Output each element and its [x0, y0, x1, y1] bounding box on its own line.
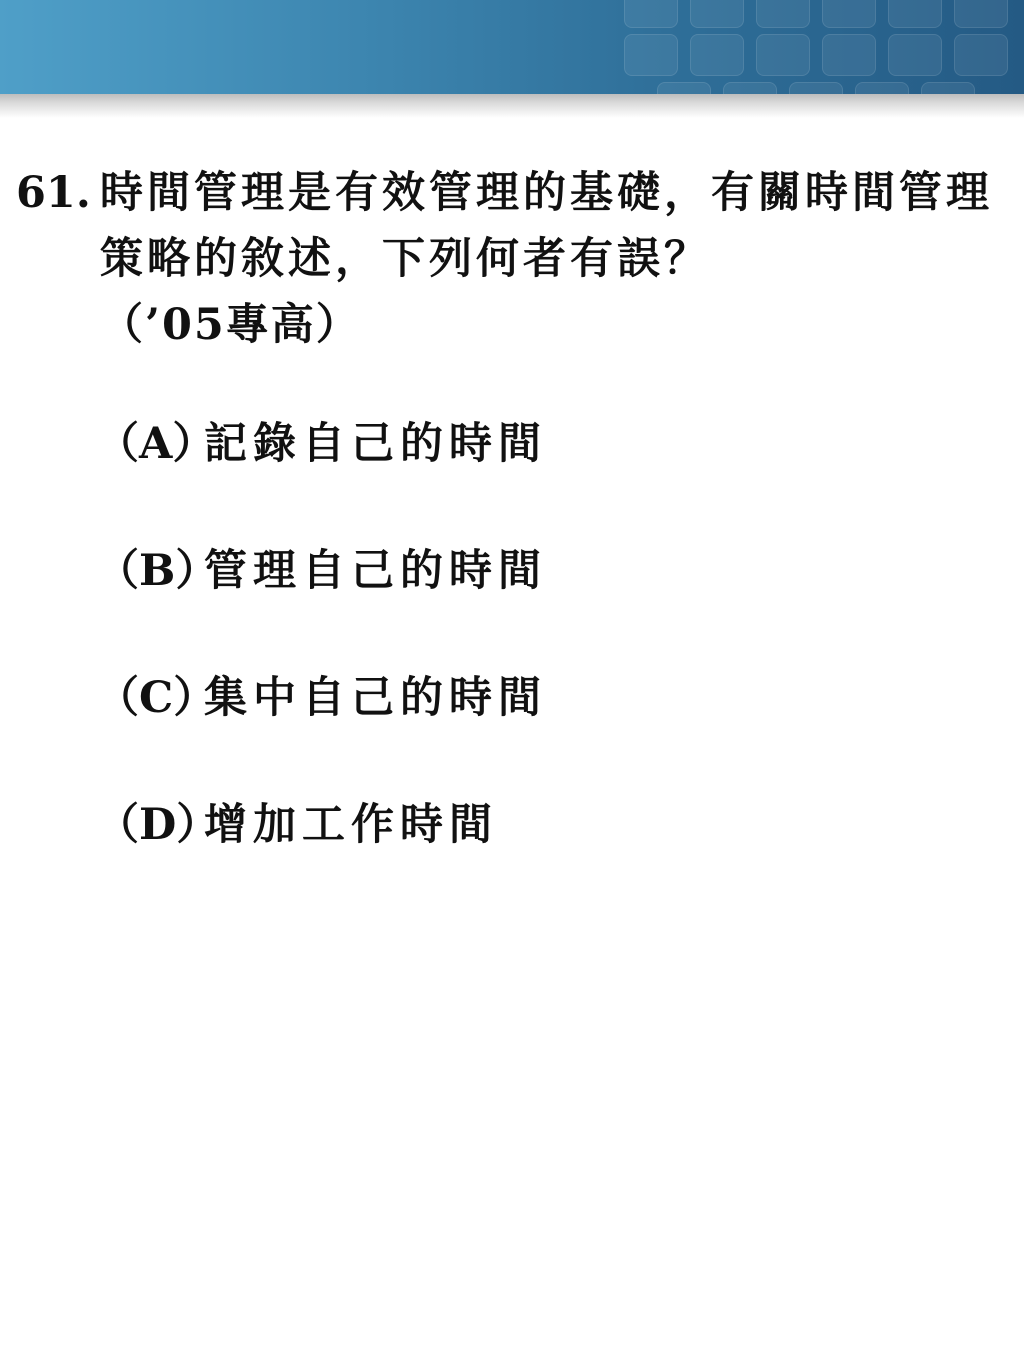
question-block: [16, 160, 1006, 358]
option-a[interactable]: [96, 412, 896, 476]
option-label: （B）: [96, 546, 219, 596]
option-text: 增加工作時間: [204, 800, 498, 850]
question-source: （’05專高）: [100, 300, 361, 350]
option-label: （C）: [96, 673, 217, 723]
option-c[interactable]: [96, 666, 896, 730]
header-decoration: [604, 0, 1024, 94]
option-text: 管理自己的時間: [204, 546, 547, 596]
question-text: 時間管理是有效管理的基礎，有關時間管理策略的敘述，下列何者有誤？: [100, 168, 993, 284]
option-text: 集中自己的時間: [204, 673, 547, 723]
option-label: （D）: [96, 800, 220, 850]
option-label: （A）: [96, 419, 216, 469]
header-shadow: [0, 94, 1024, 118]
option-d[interactable]: [96, 793, 896, 857]
option-b[interactable]: [96, 539, 896, 603]
option-text: 記錄自己的時間: [204, 419, 547, 469]
question-body: [100, 160, 1006, 358]
question-number: 61.: [16, 168, 91, 218]
answer-options: [96, 412, 896, 920]
header-banner: [0, 0, 1024, 94]
